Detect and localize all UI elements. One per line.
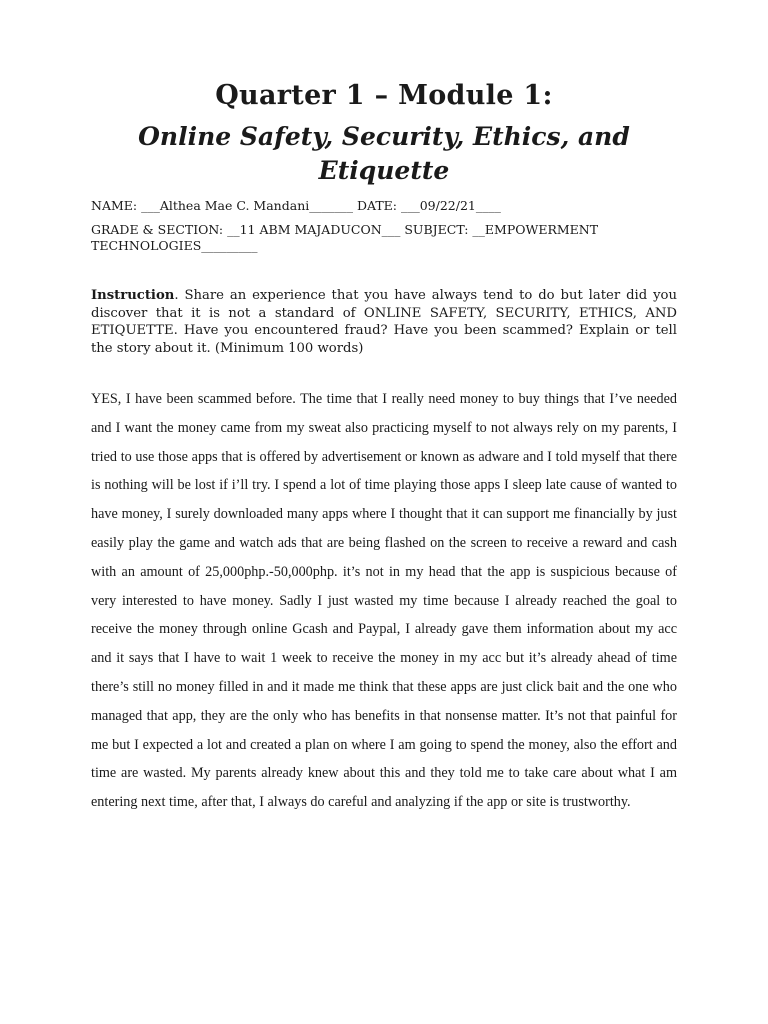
instruction-paragraph [91,287,677,357]
module-subtitle: Online Safety, Security, Ethics, and Etiquette [138,122,630,185]
subject-continuation-line: TECHNOLOGIES_________ [91,238,258,253]
essay-answer: YES, I have been scammed before. The time that I really need money to buy things that I’ve needed and I want the money came from my sweat also practicing myself to not always rely on my parents, I tried to use those apps that is offered by advertisement or known as adware and I told myself that there is nothing will be lost if i’ll try. I spend a lot of time playing those apps I sleep late cause of wanted to have money, I surely downloaded many apps where I thought that it can support me financially by just easily play the game and watch ads that are being flashed on the screen to receive a reward and cash with an amount of 25,000php.-50,000php. it’s not in my head that the app is suspicious because of very interested to have money. Sadly I just wasted my time because I already reached the goal to receive the money through online Gcash and Paypal, I already gave them information about my acc and it says that I have to wait 1 week to receive the money in my acc but it’s already ahead of time there’s still no money filled in and it made me think that these apps are just click bait and the one who managed that app, they are the only who has benefits in that nonsense matter. It’s not that painful for me but I expected a lot and created a plan on where I am going to spend the money, also the effort and time are wasted. My parents already knew about this and they told me to take care about what I am entering next time, after that, I always do careful and analyzing if the app or site is trustworthy. [91,391,677,811]
instruction-label: Instruction [91,288,175,303]
grade-section-subject-line: GRADE & SECTION: __11 ABM MAJADUCON___ SUBJECT: __EMPOWERMENT [91,222,599,237]
module-title: Quarter 1 – Module 1: [215,80,553,111]
instruction-text: . Share an experience that you have always tend to do but later did you discover that it is not a standard of ONLINE SAFETY, SECURITY, ETHICS, AND ETIQUETTE. Have you encountered fraud? Have you been scammed? Explain or tell the story about it. (Minimum 100 words) [91,288,677,356]
name-date-line: NAME: ___Althea Mae C. Mandani_______ DATE: ___09/22/21____ [91,198,501,213]
